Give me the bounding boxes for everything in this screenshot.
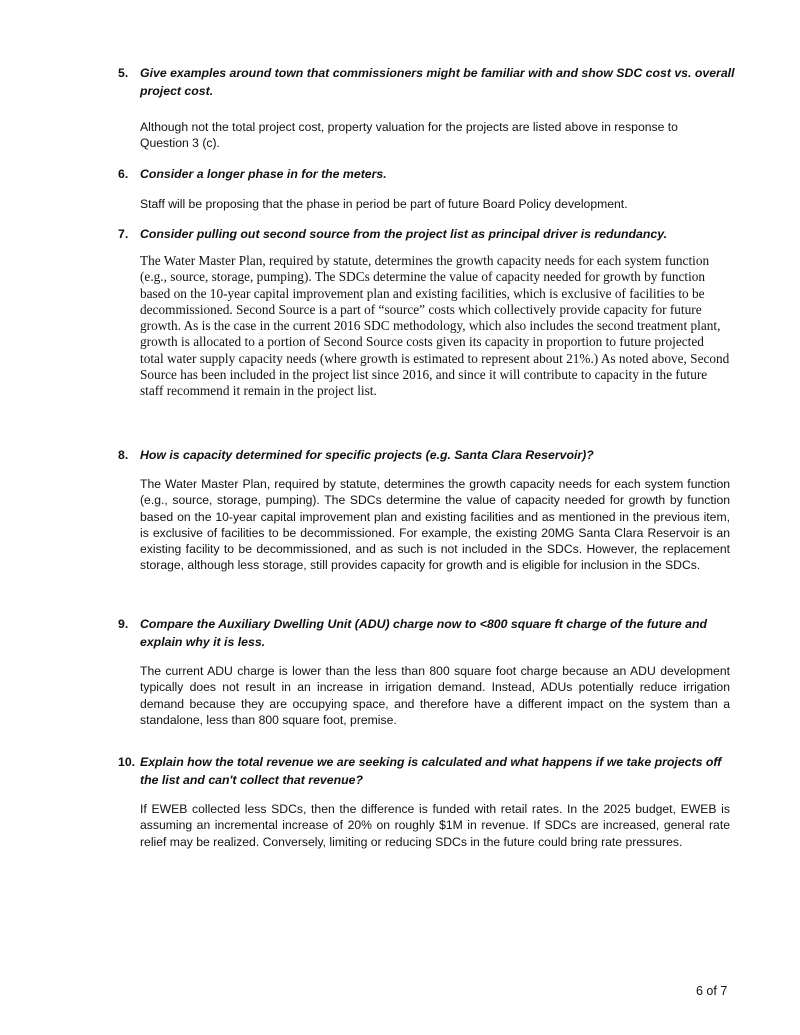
question-9: [118, 615, 738, 651]
question-number: 6.: [118, 167, 129, 181]
answer-8: The Water Master Plan, required by statute, determines the growth capacity needs for each system function (e.g., source, storage, pumping). The SDCs determine the value of capacity needed for growth by function based on the 10-year capital improvement plan and existing facilities and as mentioned in the previous item, is exclusive of facilities to be decommissioned. For example, the existing 20MG Santa Clara Reservoir is an existing facility to be decommissioned, and as such is not included in the SDCs. However, the replacement storage, although less storage, still provides capacity for growth and is eligible for inclusion in the SDCs.: [140, 477, 730, 573]
question-number: 8.: [118, 448, 129, 462]
question-6: [118, 165, 738, 183]
question-text: Compare the Auxiliary Dwelling Unit (ADU) charge now to <800 square ft charge of the future and explain why it is less.: [140, 617, 707, 649]
question-text: Consider pulling out second source from the project list as principal driver is redundancy.: [140, 227, 668, 241]
question-number: 9.: [118, 617, 129, 631]
question-7: [118, 225, 738, 243]
page-number: 6 of 7: [696, 984, 728, 998]
question-text: Explain how the total revenue we are seeking is calculated and what happens if we take projects off the list and can't collect that revenue?: [140, 755, 722, 787]
answer-10: If EWEB collected less SDCs, then the difference is funded with retail rates. In the 2025 budget, EWEB is assuming an incremental increase of 20% on roughly $1M in revenue. If SDCs are increased, general rate relief may be realized. Conversely, limiting or reducing SDCs in the future could bring rate pressures.: [140, 802, 730, 849]
question-8: [118, 446, 738, 464]
answer-9: The current ADU charge is lower than the less than 800 square foot charge because an ADU development typically does not result in an increase in irrigation demand. Instead, ADUs potentially reduce irrigation demand because they are occupying space, and therefore have a different impact on the system than a standalone, less than 800 square foot, premise.: [140, 664, 730, 727]
question-text: How is capacity determined for specific projects (e.g. Santa Clara Reservoir)?: [140, 448, 594, 462]
question-5: [118, 64, 738, 100]
question-text: Consider a longer phase in for the meters.: [140, 167, 387, 181]
question-number: 5.: [118, 66, 129, 80]
answer-5: Although not the total project cost, property valuation for the projects are listed above in response to Question 3 (c).: [140, 120, 678, 151]
answer-6: Staff will be proposing that the phase in period be part of future Board Policy development.: [140, 197, 628, 211]
question-10: [118, 753, 738, 789]
question-number: 7.: [118, 227, 129, 241]
answer-7: The Water Master Plan, required by statute, determines the growth capacity needs for each system function (e.g., source, storage, pumping). The SDCs determine the value of capacity needed for growth by function based on the 10-year capital improvement plan and existing facilities, which is exclusive of facilities to be decommissioned. Second Source is a part of “source” costs which collectively provide capacity for future growth. As is the case in the current 2016 SDC methodology, which also includes the second treatment plant, growth is allocated to a portion of Second Source costs given its capacity in proportion to future projected total water supply capacity needs (where growth is estimated to represent about 21%.) As noted above, Second Source has been included in the project list since 2016, and since it will contribute to capacity in the future staff recommend it remain in the project list.: [140, 253, 730, 399]
question-number: 10.: [118, 755, 136, 769]
question-text: Give examples around town that commissioners might be familiar with and show SDC cost vs. overall project cost.: [140, 66, 735, 98]
